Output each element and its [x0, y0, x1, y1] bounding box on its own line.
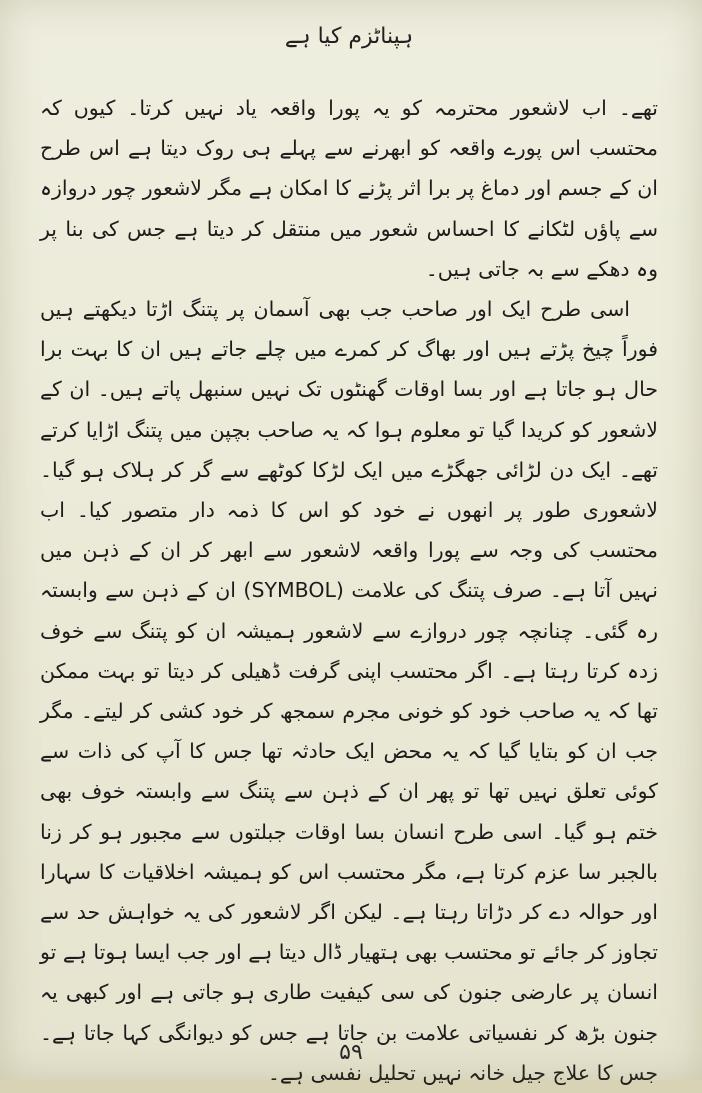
running-header: ہپناٹزم کیا ہے	[284, 24, 414, 49]
body-text	[40, 88, 658, 1093]
paragraph-2: اسی طرح ایک اور صاحب جب بھی آسمان پر پتنگ اڑتا دیکھتے ہیں فوراً چیخ پڑتے ہیں اور بھاگ کر کمرے میں چلے جاتے ہیں ان کا بہت برا حال ہو جاتا ہے اور بسا اوقات گھنٹوں تک نہیں سنبھل پاتے ہیں۔ ان کے لاشعور کو کریدا گیا تو معلوم ہوا کہ یہ صاحب بچپن میں پتنگ اڑایا کرتے تھے۔ ایک دن لڑائی جھگڑے میں ایک لڑکا کوٹھے سے گر کر ہلاک ہو گیا۔ لاشعوری طور پر انھوں نے خود کو اس کا ذمہ دار متصور کیا۔ اب محتسب کی وجہ سے پورا واقعہ لاشعور سے ابھر کر ان کے ذہن میں نہیں آتا ہے۔ صرف پتنگ کی علامت (SYMBOL) ان کے ذہن سے وابستہ رہ گئی۔ چنانچہ چور دروازے سے لاشعور ہمیشہ ان کو پتنگ سے خوف زدہ کرتا رہتا ہے۔ اگر محتسب اپنی گرفت ڈھیلی کر دیتا تو بہت ممکن تھا کہ یہ صاحب خود کو خونی مجرم سمجھ کر خود کشی کر لیتے۔ مگر جب ان کو بتایا گیا کہ یہ محض ایک حادثہ تھا جس کا آپ کی ذات سے کوئی تعلق نہیں تھا تو پھر ان کے ذہن سے پتنگ سے وابستہ خوف بھی ختم ہو گیا۔ اسی طرح انسان بسا اوقات جبلتوں سے مجبور ہو کر زنا بالجبر سا عزم کرتا ہے، مگر محتسب اس کو ہمیشہ اخلاقیات کا سہارا اور حوالہ دے کر دڑاتا رہتا ہے۔ لیکن اگر لاشعور کی یہ خواہش حد سے تجاوز کر جائے تو محتسب بھی ہتھیار ڈال دیتا ہے اور جب ایسا ہوتا ہے تو انسان پر عارضی جنون کی سی کیفیت طاری ہو جاتی ہے اور کبھی یہ جنون بڑھ کر نفسیاتی علامت بن جاتا ہے جس کو دیوانگی کہا جاتا ہے۔ جس کا علاج جیل خانہ نہیں تحلیل نفسی ہے۔	[40, 297, 658, 1085]
page-number: ۵۹	[339, 1040, 363, 1065]
paragraph-1: تھے۔ اب لاشعور محترمہ کو یہ پورا واقعہ یاد نہیں کرتا۔ کیوں کہ محتسب اس پورے واقعہ کو ابھرنے سے پہلے ہی روک دیتا ہے اس طرح ان کے جسم اور دماغ پر برا اثر پڑنے کا امکان ہے مگر لاشعور چور دروازہ سے پاؤں لٹکانے کا احساس شعور میں منتقل کر دیتا ہے جس کی بنا پر وہ دھکے سے بہ جاتی ہیں۔	[39, 96, 658, 281]
